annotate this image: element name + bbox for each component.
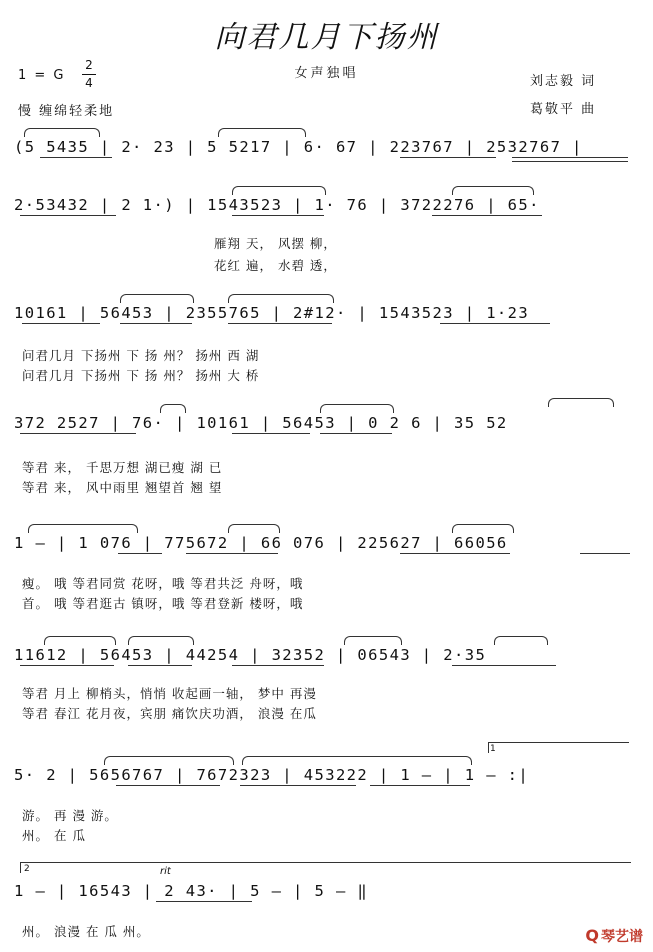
underline-beam [40, 157, 112, 158]
slur [44, 636, 116, 645]
underline-beam [116, 785, 220, 786]
time-signature-line [82, 74, 96, 75]
underline-beam [452, 665, 556, 666]
staff-system-6 [14, 646, 639, 676]
underline-beam [440, 323, 550, 324]
underline-beam [232, 215, 324, 216]
second-ending-number: 2 [24, 864, 30, 874]
lyric-line: 等君 来， 千思万想 湖已瘦 湖 已 [22, 460, 223, 475]
notation-line: 10161 | 56453 | 2355765 | 2#12· | 1543523 | 1·23 [14, 304, 530, 322]
slur [228, 524, 280, 533]
underline-beam [156, 901, 252, 902]
slur [344, 636, 402, 645]
staff-system-7 [14, 766, 639, 796]
underline-beam [118, 553, 162, 554]
underline-beam [432, 215, 542, 216]
staff-system-2 [14, 196, 639, 226]
slur [120, 294, 194, 303]
second-ending-bracket [20, 862, 631, 873]
time-signature-bottom: 4 [85, 76, 95, 90]
slur [228, 294, 334, 303]
lyric-line: 等君 来， 风中雨里 翘望首 翘 望 [22, 480, 223, 495]
logo-text: 琴艺谱 [601, 929, 643, 945]
lyric-line: 雁翔 天， 风摆 柳， [214, 236, 337, 251]
underline-beam [240, 785, 356, 786]
underline-beam [400, 157, 496, 158]
slur [452, 524, 514, 533]
slur [548, 398, 614, 407]
slur [218, 128, 306, 137]
lyric-line: 州。 浪漫 在 瓜 州。 [22, 924, 150, 939]
notation-line: 372 2527 | 76· | 10161 | 56453 | 0 2 6 | 35 52 [14, 414, 508, 432]
first-ending-number: 1 [490, 744, 496, 754]
logo-mark-icon: Q [585, 926, 599, 945]
notation-line: 1 — | 16543 | 2 43· | 5 — | 5 — ‖ [14, 882, 369, 900]
slur [28, 524, 138, 533]
site-logo[interactable] [585, 926, 643, 946]
underline-beam [232, 665, 324, 666]
staff-system-4 [14, 414, 639, 444]
lyricist-credit: 刘志毅 词 [530, 74, 597, 89]
ritardando-marking: rit [160, 866, 171, 877]
staff-system-5 [14, 534, 639, 564]
performance-type: 女声独唱 [294, 66, 359, 81]
underline-beam [400, 553, 510, 554]
underline-beam [20, 433, 136, 434]
slur [128, 636, 194, 645]
notation-line: (5 5435 | 2· 23 | 5 5217 | 6· 67 | 223767 | 2532767 | [14, 138, 583, 156]
slur [24, 128, 100, 137]
lyric-line: 州。 在 瓜 [22, 828, 86, 843]
notation-line: 11612 | 56453 | 44254 | 32352 | 06543 | 2·35 [14, 646, 487, 664]
lyric-line: 瘦。 哦 等君同赏 花呀，哦 等君共泛 舟呀，哦 [22, 576, 304, 591]
notation-line: 1 — | 1 076 | 775672 | 66 076 | 225627 | 66056 [14, 534, 508, 552]
slur [242, 756, 472, 765]
underline-beam [228, 323, 332, 324]
underline-beam [120, 323, 192, 324]
lyric-line: 问君几月 下扬州 下 扬 州？ 扬州 大 桥 [22, 368, 260, 383]
underline-beam [186, 553, 278, 554]
slur [494, 636, 548, 645]
composer-credit: 葛敬平 曲 [530, 102, 597, 117]
underline-beam [512, 157, 628, 158]
slur [232, 186, 326, 195]
lyric-line: 问君几月 下扬州 下 扬 州？ 扬州 西 湖 [22, 348, 260, 363]
lyric-line: 首。 哦 等君逛古 镇呀，哦 等君登新 楼呀，哦 [22, 596, 304, 611]
underline-beam [370, 785, 470, 786]
key-signature: 1 = G [18, 68, 66, 83]
slur [452, 186, 534, 195]
underline-beam [20, 215, 116, 216]
lyric-line: 游。 再 漫 游。 [22, 808, 118, 823]
lyric-line: 花红 遍， 水碧 透， [214, 258, 337, 273]
lyric-line: 等君 月上 柳梢头，悄悄 收起画一轴， 梦中 再漫 [22, 686, 317, 701]
underline-beam [22, 323, 100, 324]
first-ending-bracket [488, 742, 629, 753]
song-title: 向君几月下扬州 [214, 20, 439, 55]
underline-beam [320, 433, 392, 434]
slur [160, 404, 186, 413]
underline-beam [580, 553, 630, 554]
slur [320, 404, 394, 413]
lyric-line: 等君 春江 花月夜，宾朋 痛饮庆功酒， 浪漫 在瓜 [22, 706, 317, 721]
underline-beam [128, 665, 192, 666]
notation-line: 5· 2 | 5656767 | 7672323 | 453222 | 1 — | 1 — :| [14, 766, 530, 784]
staff-system-3 [14, 304, 639, 334]
underline-beam [20, 665, 114, 666]
notation-line: 2·53432 | 2 1·) | 1543523 | 1· 76 | 3722276 | 65· [14, 196, 540, 214]
tempo-marking: 慢 缠绵轻柔地 [18, 104, 115, 119]
staff-system-1 [14, 138, 639, 168]
underline-beam [232, 433, 310, 434]
slur [104, 756, 234, 765]
staff-system-8 [14, 882, 639, 912]
time-signature-top: 2 [85, 58, 95, 72]
underline-beam [512, 161, 628, 162]
